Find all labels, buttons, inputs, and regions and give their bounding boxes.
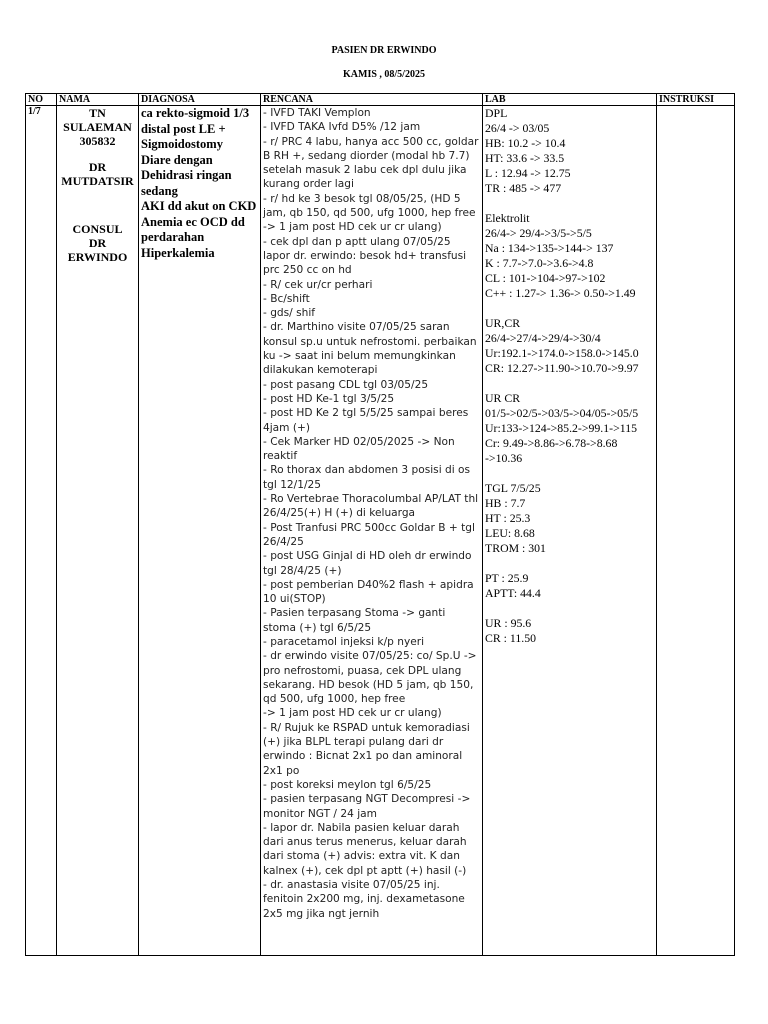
lab-line: Ur:192.1->174.0->158.0->145.0 xyxy=(485,346,639,360)
rencana-item: - dr erwindo visite 07/05/25: co/ Sp.U -> pro nefrostomi, puasa, cek DPL ulang sekarang. HD besok (HD 5 jam, qb 150, qd 500, ufg 1000, hep free xyxy=(263,650,477,706)
rencana-item: -> 1 jam post HD cek ur cr ulang) xyxy=(263,221,442,234)
rencana-item: - Ro thorax dan abdomen 3 posisi di os tgl 12/1/25 xyxy=(263,464,471,491)
lab-line: APTT: 44.4 xyxy=(485,586,541,600)
cell-diagnosa xyxy=(139,106,261,956)
lab-line: ->10.36 xyxy=(485,451,523,465)
nama-line: DR xyxy=(88,160,107,174)
cell-nama xyxy=(57,106,139,956)
lab-line: CR: 12.27->11.90->10.70->9.97 xyxy=(485,361,639,375)
table-row xyxy=(26,106,735,956)
nama-line: DR xyxy=(88,236,107,250)
lab-line: Cr: 9.49->8.86->6.78->8.68 xyxy=(485,436,618,450)
table-header-row xyxy=(26,94,735,106)
lab-line: L : 12.94 -> 12.75 xyxy=(485,166,571,180)
column-header-instruksi: INSTRUKSI xyxy=(657,94,735,106)
lab-line: UR,CR xyxy=(485,316,521,330)
nama-line: SULAEMAN xyxy=(63,120,132,134)
patient-table xyxy=(25,93,735,956)
rencana-item: - dr. anastasia visite 07/05/25 inj. fenitoin 2x200 mg, inj. dexametasone 2x5 mg jika ngt jernih xyxy=(263,879,465,920)
rencana-item: - dr. Marthino visite 07/05/25 saran konsul sp.u untuk nefrostomi. perbaikan ku -> saat ini belum memungkinkan dilakukan kemoterapi xyxy=(263,321,477,377)
rencana-item: - post HD Ke 2 tgl 5/5/25 sampai beres 4jam (+) xyxy=(263,407,469,434)
rencana-item: - gds/ shif xyxy=(263,307,316,320)
lab-line: C++ : 1.27-> 1.36-> 0.50->1.49 xyxy=(485,286,636,300)
lab-line: 26/4->27/4->29/4->30/4 xyxy=(485,331,601,345)
lab-line: HB : 7.7 xyxy=(485,496,526,510)
rencana-item: - Bc/shift xyxy=(263,292,310,305)
column-header-nama: NAMA xyxy=(57,94,139,106)
diagnosa-item: Hiperkalemia xyxy=(141,245,215,260)
rencana-item: - post pemberian D40%2 flash + apidra 10 ui(STOP) xyxy=(263,578,474,606)
rencana-item: -> 1 jam post HD cek ur cr ulang) xyxy=(263,707,442,720)
page-title: PASIEN DR ERWINDO xyxy=(331,45,437,56)
rencana-item: - IVFD TAKI Vemplon xyxy=(263,107,371,119)
lab-line: TGL 7/5/25 xyxy=(485,481,541,495)
rencana-item: - cek dpl dan p aptt ulang 07/05/25 lapor dr. erwindo: besok hd+ transfusi prc 250 cc on hd xyxy=(263,235,467,277)
column-header-rencana: RENCANA xyxy=(261,94,483,106)
lab-line: TR : 485 -> 477 xyxy=(485,181,562,195)
lab-line: CR : 11.50 xyxy=(485,631,537,645)
lab-line: Ur:133->124->85.2->99.1->115 xyxy=(485,421,637,435)
rencana-item: - R/ Rujuk ke RSPAD untuk kemoradiasi (+) jika BLPL terapi pulang dari dr erwindo : Bicnat 2x1 po dan aminoral 2x1 po xyxy=(263,721,470,777)
lab-line: PT : 25.9 xyxy=(485,571,529,585)
page-date: KAMIS , 08/5/2025 xyxy=(343,69,425,80)
rencana-item: - r/ PRC 4 labu, hanya acc 500 cc, goldar B RH +, sedang diorder (modal hb 7.7) setelah masuk 2 labu cek dpl dulu jika kurang order lagi xyxy=(263,135,479,191)
lab-line: UR : 95.6 xyxy=(485,616,532,630)
rencana-item: - IVFD TAKA Ivfd D5% /12 jam xyxy=(263,121,421,134)
rencana-item: - pasien terpasang NGT Decompresi -> monitor NGT / 24 jam xyxy=(263,793,471,820)
nama-line: MUTDATSIR xyxy=(61,174,134,188)
diagnosa-item: ca rekto-sigmoid 1/3 distal post LE + Sigmoidostomy xyxy=(141,106,250,151)
lab-line: HT : 25.3 xyxy=(485,511,531,525)
diagnosa-item: Anemia ec OCD dd perdarahan xyxy=(141,214,245,244)
cell-instruksi xyxy=(657,106,735,956)
cell-rencana xyxy=(261,106,483,956)
nama-line: TN xyxy=(89,106,106,120)
lab-line: 01/5->02/5->03/5->04/05->05/5 xyxy=(485,406,639,420)
lab-line: Na : 134->135->144-> 137 xyxy=(485,241,614,255)
lab-line: HT: 33.6 -> 33.5 xyxy=(485,151,565,165)
lab-line: 26/4-> 29/4->3/5->5/5 xyxy=(485,226,592,240)
rencana-item: - lapor dr. Nabila pasien keluar darah dari anus terus menerus, keluar darah dari stoma (+) advis: extra vit. K dan kalnex (+), cek dpl pt aptt (+) hasil (-) xyxy=(263,821,467,877)
rencana-item: - Post Tranfusi PRC 500cc Goldar B + tgl 26/4/25 xyxy=(263,521,475,548)
diagnosa-item: Diare dengan Dehidrasi ringan sedang xyxy=(141,152,232,198)
column-header-no: NO xyxy=(26,94,57,106)
rencana-item: - post pasang CDL tgl 03/05/25 xyxy=(263,378,429,391)
rencana-item: - R/ cek ur/cr perhari xyxy=(263,278,373,291)
rencana-item: - paracetamol injeksi k/p nyeri xyxy=(263,635,425,648)
column-header-lab: LAB xyxy=(483,94,657,106)
diagnosa-item: AKI dd akut on CKD xyxy=(141,199,257,213)
rencana-item: - Cek Marker HD 02/05/2025 -> Non reaktif xyxy=(263,435,455,463)
rencana-item: - post HD Ke-1 tgl 3/5/25 xyxy=(263,392,395,405)
lab-line: Elektrolit xyxy=(485,211,530,225)
lab-line: K : 7.7->7.0->3.6->4.8 xyxy=(485,256,594,270)
cell-lab xyxy=(483,106,657,956)
lab-line: 26/4 -> 03/05 xyxy=(485,121,550,135)
rencana-item: - post koreksi meylon tgl 6/5/25 xyxy=(263,778,432,791)
nama-line: ERWINDO xyxy=(67,250,128,264)
column-header-diagnosa: DIAGNOSA xyxy=(139,94,261,106)
lab-line: CL : 101->104->97->102 xyxy=(485,271,606,285)
lab-line: HB: 10.2 -> 10.4 xyxy=(485,136,566,150)
lab-line: TROM : 301 xyxy=(485,541,546,555)
cell-no: 1/7 xyxy=(26,106,57,956)
rencana-item: - Pasien terpasang Stoma -> ganti stoma (+) tgl 6/5/25 xyxy=(263,607,446,634)
rencana-item: - Ro Vertebrae Thoracolumbal AP/LAT thl 26/4/25(+) H (+) di keluarga xyxy=(263,493,479,520)
lab-line: UR CR xyxy=(485,391,521,405)
nama-line: 305832 xyxy=(79,134,116,148)
rencana-item: - r/ hd ke 3 besok tgl 08/05/25, (HD 5 jam, qb 150, qd 500, ufg 1000, hep free xyxy=(263,192,476,220)
lab-line: LEU: 8.68 xyxy=(485,526,535,540)
rencana-item: - post USG Ginjal di HD oleh dr erwindo tgl 28/4/25 (+) xyxy=(263,550,472,577)
lab-line: DPL xyxy=(485,106,508,120)
nama-line: CONSUL xyxy=(72,222,123,236)
